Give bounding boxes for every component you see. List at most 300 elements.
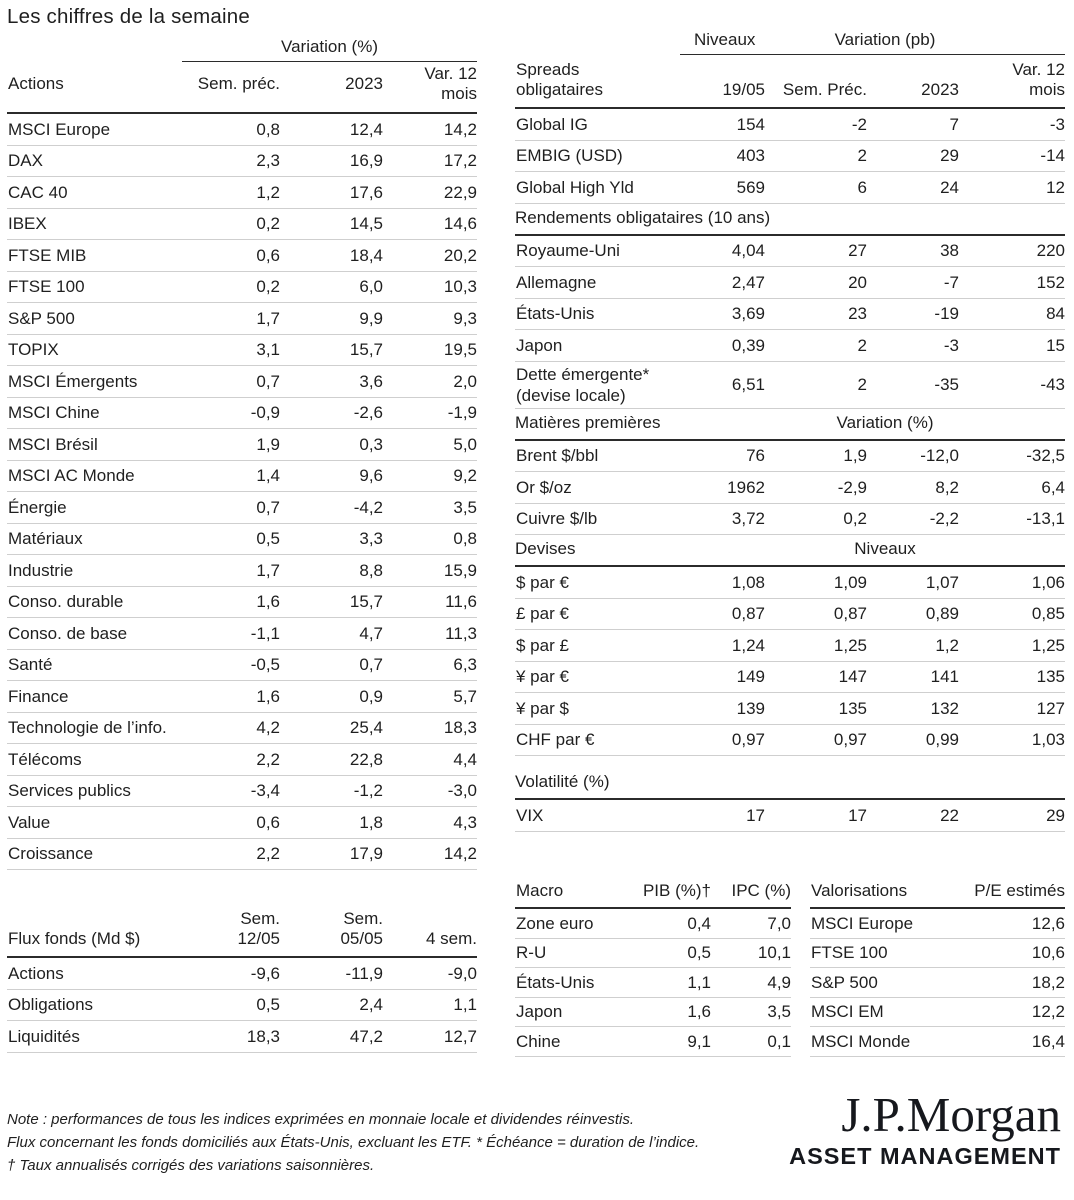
cell-value: 1,24	[731, 635, 765, 655]
row-label: Global High Yld	[516, 177, 634, 197]
table-row	[7, 650, 477, 682]
table-row	[7, 366, 477, 398]
cell-value: 3,5	[453, 497, 477, 517]
table-row	[7, 1021, 477, 1053]
cell-value: 4,2	[256, 718, 280, 738]
column-header-var-12-mois: Var. 12 mois	[1012, 60, 1065, 99]
cell-value: 15,9	[443, 560, 477, 580]
cell-value: 16,9	[349, 151, 383, 171]
cell-value: 3,72	[731, 509, 765, 529]
cell-value: 22,8	[349, 749, 383, 769]
cell-value: -13,1	[1026, 509, 1065, 529]
cell-value: 0,5	[256, 529, 280, 549]
cell-value: 1,07	[925, 572, 959, 592]
cell-value: 147	[838, 667, 867, 687]
footnotes	[7, 1108, 752, 1177]
table-row	[7, 990, 477, 1022]
column-header-sem-0505: Sem. 05/05	[340, 909, 383, 948]
row-label: $ par £	[516, 635, 569, 655]
cell-value: 152	[1036, 272, 1065, 292]
cell-value: 135	[838, 698, 867, 718]
cell-value: 29	[1046, 805, 1065, 825]
row-label: Royaume-Uni	[516, 241, 620, 261]
cell-value: 15,7	[349, 592, 383, 612]
cell-value: 12,4	[349, 119, 383, 139]
cell-value: 1,25	[833, 635, 867, 655]
section-label: Rendements obligataires (10 ans)	[515, 207, 771, 227]
cell-value: 76	[746, 446, 765, 466]
cell-value: 0,9	[359, 686, 383, 706]
table-row	[810, 998, 1065, 1028]
cell-value: 0,89	[925, 604, 959, 624]
table-row	[515, 998, 791, 1028]
cell-value: 15	[1046, 335, 1065, 355]
cell-value: 3,5	[767, 1002, 791, 1022]
cell-value: 0,5	[256, 995, 280, 1015]
cell-value: -1,2	[353, 781, 383, 801]
cell-value: -43	[1040, 375, 1065, 394]
row-label: TOPIX	[8, 340, 59, 360]
cell-value: 14,2	[443, 119, 477, 139]
cell-value: 7,0	[767, 913, 791, 933]
table-row	[515, 172, 1065, 204]
cell-value: 24	[940, 177, 959, 197]
cell-value: 22	[940, 805, 959, 825]
row-label: Chine	[516, 1031, 561, 1051]
cell-value: -2,2	[929, 509, 959, 529]
cell-value: 1,25	[1031, 635, 1065, 655]
row-label: CHF par €	[516, 730, 595, 750]
row-label: Dette émergente* (devise locale)	[516, 364, 650, 405]
cell-value: 27	[848, 241, 867, 261]
cell-value: 12,6	[1031, 913, 1065, 933]
column-header-4-sem: 4 sem.	[425, 929, 477, 948]
table-row	[7, 744, 477, 776]
row-label: Actions	[8, 963, 64, 983]
macro-header-row	[515, 876, 791, 909]
cell-value: 1,09	[833, 572, 867, 592]
row-label: MSCI EM	[811, 1002, 884, 1022]
spreads-rows	[515, 109, 1065, 204]
table-row	[810, 939, 1065, 969]
table-row	[7, 555, 477, 587]
table-row	[7, 524, 477, 556]
row-label: Cuivre $/lb	[516, 509, 598, 529]
cell-value: -9,6	[250, 963, 280, 983]
cell-value: 0,8	[453, 529, 477, 549]
cell-value: 2,0	[453, 371, 477, 391]
row-label: Matériaux	[8, 529, 83, 549]
cell-value: 0,1	[767, 1031, 791, 1051]
cell-value: 1,7	[256, 560, 280, 580]
row-label: MSCI Europe	[811, 913, 914, 933]
fund-flows-rows	[7, 958, 477, 1053]
cell-value: 17,9	[349, 844, 383, 864]
cell-value: 38	[940, 241, 959, 261]
table-row	[515, 362, 1065, 409]
cell-value: 154	[736, 114, 765, 134]
column-header-sem-prec: Sem. préc.	[197, 74, 280, 93]
cell-value: 9,3	[453, 308, 477, 328]
table-row	[515, 567, 1065, 599]
cell-value: 2,3	[256, 151, 280, 171]
cell-value: -0,9	[250, 403, 280, 423]
cell-value: 17	[848, 805, 867, 825]
volatility-section	[515, 768, 1065, 832]
row-label: Conso. durable	[8, 592, 124, 612]
cell-value: 11,6	[445, 592, 477, 612]
cell-value: 5,0	[453, 434, 477, 454]
cell-value: 0,85	[1031, 604, 1065, 624]
cell-value: 47,2	[349, 1026, 383, 1046]
cell-value: 18,3	[246, 1026, 280, 1046]
cell-value: 25,4	[349, 718, 383, 738]
row-label: Value	[8, 812, 51, 832]
table-row	[515, 599, 1065, 631]
table-row	[7, 240, 477, 272]
cell-value: -19	[934, 304, 959, 324]
commodities-section-header	[515, 409, 1065, 441]
row-label: FTSE 100	[811, 943, 888, 963]
row-label: Zone euro	[516, 913, 594, 933]
cell-value: 141	[930, 667, 959, 687]
column-header-2023: 2023	[921, 80, 959, 99]
cell-value: 6,4	[1041, 477, 1065, 497]
fx-section-header	[515, 535, 1065, 567]
cell-value: 7	[949, 114, 959, 134]
row-label: MSCI Émergents	[8, 371, 138, 391]
table-row	[515, 693, 1065, 725]
row-label: MSCI AC Monde	[8, 466, 135, 486]
footnote-line: † Taux annualisés corrigés des variations saisonnières.	[7, 1157, 375, 1174]
row-label: Services publics	[8, 781, 131, 801]
cell-value: 0,6	[256, 812, 280, 832]
cell-value: 1,1	[453, 995, 477, 1015]
cell-value: 0,8	[256, 119, 280, 139]
cell-value: -2,9	[837, 477, 867, 497]
row-label: MSCI Brésil	[8, 434, 98, 454]
cell-value: -2,6	[353, 403, 383, 423]
table-row	[7, 272, 477, 304]
jpmorgan-logo	[789, 1087, 1061, 1170]
cell-value: 0,2	[256, 277, 280, 297]
cell-value: 4,7	[359, 623, 383, 643]
table-row	[7, 618, 477, 650]
cell-value: 17	[746, 805, 765, 825]
table-row	[810, 968, 1065, 998]
equities-group-header	[7, 37, 477, 62]
table-row	[515, 630, 1065, 662]
row-label: VIX	[516, 805, 544, 825]
cell-value: 1,08	[731, 572, 765, 592]
table-row	[515, 472, 1065, 504]
cell-value: 18,3	[443, 718, 477, 738]
row-label: MSCI Chine	[8, 403, 100, 423]
cell-value: 15,7	[349, 340, 383, 360]
cell-value: 6	[857, 177, 867, 197]
table-row	[515, 299, 1065, 331]
cell-value: 1,4	[256, 466, 280, 486]
cell-value: 10,3	[443, 277, 477, 297]
row-label: S&P 500	[811, 972, 878, 992]
cell-value: 12	[1046, 177, 1065, 197]
cell-value: 11,3	[445, 623, 477, 643]
table-row	[7, 114, 477, 146]
fund-flows-header-row	[7, 896, 477, 958]
table-row	[515, 267, 1065, 299]
row-label: Conso. de base	[8, 623, 128, 643]
table-row	[7, 429, 477, 461]
row-label: Technologie de l’info.	[8, 718, 167, 738]
cell-value: 4,9	[767, 972, 791, 992]
cell-value: 23	[848, 304, 867, 324]
cell-value: 6,3	[453, 655, 477, 675]
cell-value: 10,1	[757, 943, 791, 963]
cell-value: 0,2	[256, 214, 280, 234]
cell-value: 6,0	[359, 277, 383, 297]
cell-value: 569	[736, 177, 765, 197]
cell-value: -2	[851, 114, 867, 134]
group-label-variation-pb: Variation (pb)	[834, 30, 936, 49]
row-label: Croissance	[8, 844, 94, 864]
table-row	[810, 1027, 1065, 1057]
cell-value: -3	[1049, 114, 1065, 134]
row-label: Brent $/bbl	[516, 446, 599, 466]
row-label: Santé	[8, 655, 53, 675]
table-row	[7, 776, 477, 808]
cell-value: 2	[857, 146, 867, 166]
table-row	[7, 958, 477, 990]
page-title: Les chiffres de la semaine	[7, 5, 250, 28]
cell-value: 0,87	[833, 604, 867, 624]
section-label: Volatilité (%)	[515, 772, 610, 791]
cell-value: 8,8	[359, 560, 383, 580]
cell-value: 3,69	[731, 304, 765, 324]
row-label: MSCI Europe	[8, 119, 111, 139]
cell-value: 2,2	[256, 749, 280, 769]
row-label: Japon	[516, 335, 563, 355]
footnote-line: Note : performances de tous les indices exprimées en monnaie locale et dividendes réinvestis.	[7, 1111, 634, 1128]
row-label: S&P 500	[8, 308, 75, 328]
row-label: EMBIG (USD)	[516, 146, 623, 166]
cell-value: 0,39	[731, 335, 765, 355]
row-label: FTSE MIB	[8, 245, 87, 265]
cell-value: 1,7	[256, 308, 280, 328]
column-header-1905: 19/05	[722, 80, 765, 99]
fund-flows-table	[7, 896, 477, 1053]
cell-value: 12,2	[1031, 1002, 1065, 1022]
cell-value: 0,7	[359, 655, 383, 675]
table-row	[515, 236, 1065, 268]
table-row	[7, 681, 477, 713]
row-label: Industrie	[8, 560, 74, 580]
cell-value: 4,04	[731, 241, 765, 261]
cell-value: -9,0	[447, 963, 477, 983]
cell-value: -11,9	[345, 963, 383, 983]
cell-value: 2	[857, 335, 867, 355]
cell-value: 17,6	[349, 182, 383, 202]
logo-brand-text: J.P.Morgan	[841, 1087, 1061, 1142]
cell-value: 14,5	[349, 214, 383, 234]
row-label: Finance	[8, 686, 69, 706]
equities-header-row	[7, 62, 477, 114]
row-label: États-Unis	[516, 304, 595, 324]
table-row	[7, 587, 477, 619]
valuations-table	[810, 876, 1065, 1057]
cell-value: 0,99	[925, 730, 959, 750]
column-header-pe-estimes: P/E estimés	[974, 881, 1065, 900]
cell-value: 0,7	[256, 497, 280, 517]
cell-value: 84	[1046, 304, 1065, 324]
row-label: ¥ par €	[516, 667, 569, 687]
cell-value: 4,4	[453, 749, 477, 769]
table-row	[7, 177, 477, 209]
table-row	[515, 725, 1065, 757]
cell-value: 149	[736, 667, 765, 687]
left-column	[7, 5, 477, 1053]
cell-value: 2	[857, 375, 867, 394]
cell-value: 9,6	[359, 466, 383, 486]
column-header-ipc: IPC (%)	[731, 881, 791, 900]
valuations-rows	[810, 909, 1065, 1057]
row-label: DAX	[8, 151, 43, 171]
column-header-flux-fonds: Flux fonds (Md $)	[8, 929, 141, 948]
table-row	[7, 492, 477, 524]
column-header-sem-prec: Sem. Préc.	[782, 80, 867, 99]
group-label-niveaux: Niveaux	[694, 30, 756, 49]
column-header-2023: 2023	[345, 74, 383, 93]
column-header-sem-1205: Sem. 12/05	[237, 909, 280, 948]
cell-value: 14,2	[443, 844, 477, 864]
cell-value: 0,3	[359, 434, 383, 454]
cell-value: 132	[930, 698, 959, 718]
cell-value: 0,6	[256, 245, 280, 265]
section-label: Devises	[515, 539, 576, 558]
column-header-valorisations: Valorisations	[811, 881, 908, 900]
column-header-spreads: Spreads obligataires	[516, 60, 603, 99]
row-label: Global IG	[516, 114, 588, 134]
cell-value: -7	[943, 272, 959, 292]
cell-value: 0,7	[256, 371, 280, 391]
cell-value: 1,06	[1031, 572, 1065, 592]
cell-value: 135	[1036, 667, 1065, 687]
table-row	[515, 968, 791, 998]
cell-value: 20,2	[443, 245, 477, 265]
row-label: Allemagne	[516, 272, 597, 292]
niveaux-variation-group	[680, 30, 1065, 55]
table-row	[7, 209, 477, 241]
equities-rows	[7, 114, 477, 870]
cell-value: 1,9	[843, 446, 867, 466]
table-row	[515, 909, 791, 939]
cell-value: -3	[943, 335, 959, 355]
section-label: Matières premières	[515, 412, 661, 432]
cell-value: 1,6	[256, 592, 280, 612]
table-row	[515, 330, 1065, 362]
cell-value: 1,03	[1031, 730, 1065, 750]
table-row	[515, 141, 1065, 173]
commodities-rows	[515, 441, 1065, 536]
cell-value: 3,3	[359, 529, 383, 549]
yields-section-header	[515, 204, 1065, 236]
cell-value: 14,6	[443, 214, 477, 234]
cell-value: 1962	[727, 477, 765, 497]
cell-value: -3,4	[250, 781, 280, 801]
cell-value: 0,97	[731, 730, 765, 750]
table-row	[7, 335, 477, 367]
footnote-line: Flux concernant les fonds domiciliés aux États-Unis, excluant les ETF. * Échéance = duration de l’indice.	[7, 1134, 700, 1151]
row-label: Obligations	[8, 995, 94, 1015]
yields-rows	[515, 236, 1065, 409]
cell-value: 1,6	[687, 1002, 711, 1022]
cell-value: 1,6	[256, 686, 280, 706]
row-label: Liquidités	[8, 1026, 80, 1046]
macro-rows	[515, 909, 791, 1057]
table-row	[7, 461, 477, 493]
table-row	[7, 146, 477, 178]
table-row	[515, 939, 791, 969]
cell-value: 2,2	[256, 844, 280, 864]
column-header-var-12-mois: Var. 12 mois	[424, 64, 477, 103]
cell-value: 3,6	[359, 371, 383, 391]
cell-value: 2,4	[359, 995, 383, 1015]
row-label: ¥ par $	[516, 698, 569, 718]
table-row	[515, 662, 1065, 694]
table-row	[7, 303, 477, 335]
cell-value: 1,2	[935, 635, 959, 655]
cell-value: 0,97	[833, 730, 867, 750]
volatility-section-header	[515, 768, 1065, 800]
cell-value: 10,6	[1031, 943, 1065, 963]
row-label: IBEX	[8, 214, 47, 234]
cell-value: 16,4	[1031, 1031, 1065, 1051]
cell-value: 2,47	[731, 272, 765, 292]
row-label: £ par €	[516, 604, 569, 624]
logo-division-text: ASSET MANAGEMENT	[789, 1143, 1061, 1169]
table-row	[7, 713, 477, 745]
cell-value: -14	[1040, 146, 1065, 166]
cell-value: -4,2	[353, 497, 383, 517]
cell-value: 0,2	[843, 509, 867, 529]
cell-value: 9,2	[453, 466, 477, 486]
row-label: FTSE 100	[8, 277, 85, 297]
cell-value: 17,2	[443, 151, 477, 171]
cell-value: 8,2	[935, 477, 959, 497]
cell-value: -35	[934, 375, 959, 394]
cell-value: 6,51	[731, 375, 765, 394]
cell-value: 19,5	[443, 340, 477, 360]
cell-value: -32,5	[1026, 446, 1065, 466]
cell-value: 22,9	[443, 182, 477, 202]
cell-value: 12,7	[443, 1026, 477, 1046]
cell-value: 139	[736, 698, 765, 718]
row-label: Or $/oz	[516, 477, 572, 497]
row-label: CAC 40	[8, 182, 68, 202]
table-row	[515, 109, 1065, 141]
cell-value: 9,9	[359, 308, 383, 328]
cell-value: -3,0	[447, 781, 477, 801]
cell-value: 20	[848, 272, 867, 292]
row-label: MSCI Monde	[811, 1031, 911, 1051]
table-row	[810, 909, 1065, 939]
column-header-actions: Actions	[8, 74, 64, 93]
table-row	[7, 839, 477, 871]
cell-value: 0,5	[687, 943, 711, 963]
table-row	[515, 800, 1065, 832]
cell-value: 1,2	[256, 182, 280, 202]
cell-value: -1,9	[447, 403, 477, 423]
row-label: États-Unis	[516, 972, 595, 992]
